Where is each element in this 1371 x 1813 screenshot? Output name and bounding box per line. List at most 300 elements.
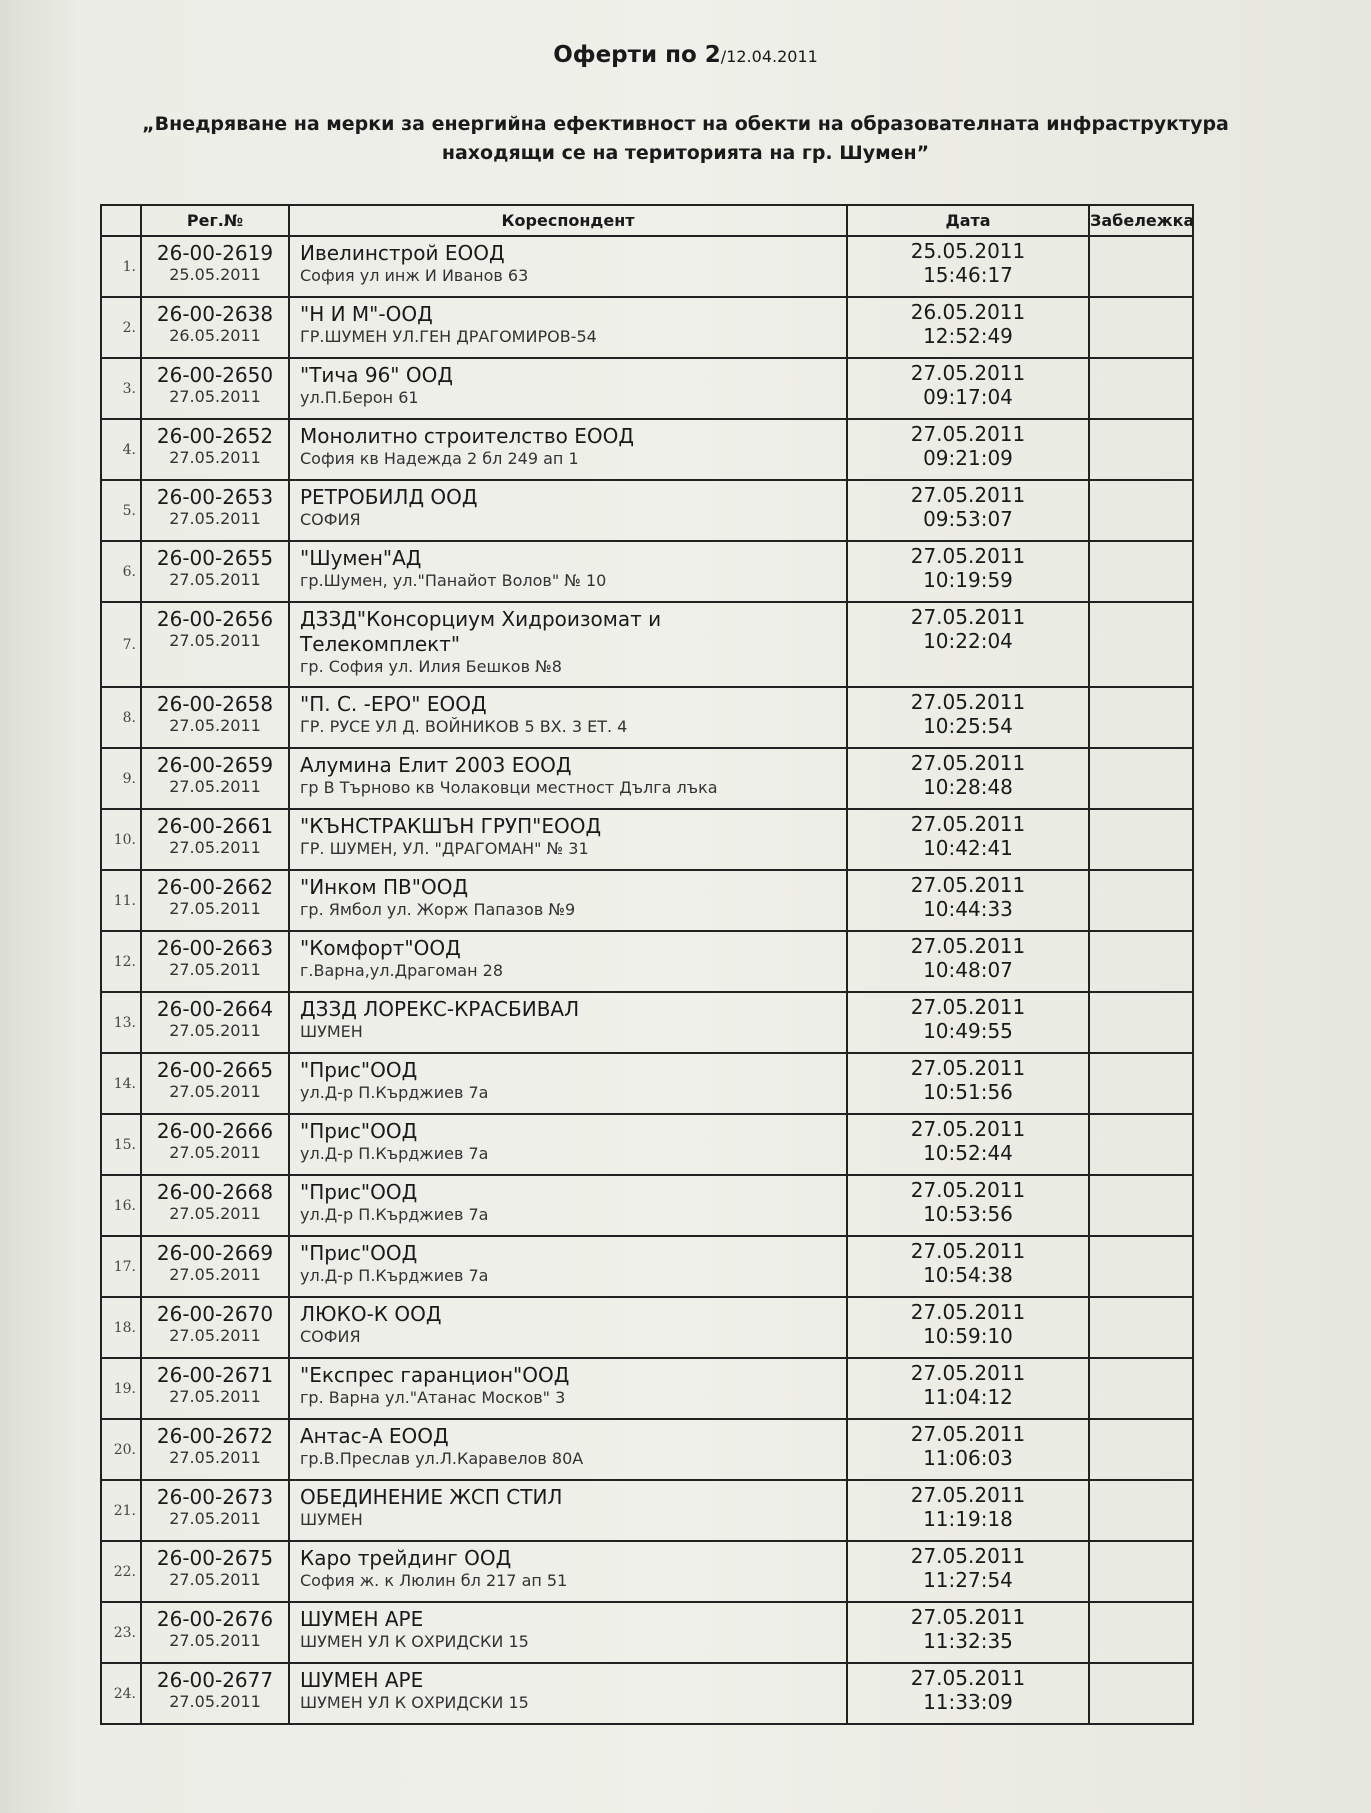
table-row (101, 1114, 1193, 1175)
date-cell (847, 870, 1089, 931)
subtitle-line-2: находящи се на територията на гр. Шумен” (441, 142, 930, 164)
date-cell (847, 358, 1089, 419)
reg-date: 27.05.2011 (169, 1021, 261, 1040)
received-date: 27.05.2011 (910, 1361, 1026, 1385)
correspondent-name: Антас-А ЕООД (300, 1424, 449, 1448)
received-date: 27.05.2011 (910, 1666, 1026, 1690)
offers-table (100, 204, 1194, 1725)
reg-date: 27.05.2011 (169, 570, 261, 589)
table-row (101, 1419, 1193, 1480)
received-time: 10:48:07 (923, 958, 1013, 982)
correspondent-address: ул.П.Берон 61 (300, 388, 419, 407)
reg-number: 26-00-2666 (156, 1119, 274, 1143)
column-header-reg-no: Рег.№ (141, 205, 289, 236)
title-main: Оферти по 2 (553, 42, 721, 68)
date-cell (847, 1053, 1089, 1114)
correspondent-cell (289, 1602, 847, 1663)
reg-date: 27.05.2011 (169, 716, 261, 735)
row-number: 23. (101, 1602, 141, 1663)
note-cell (1089, 1175, 1193, 1236)
correspondent-name: "Прис"ООД (300, 1180, 418, 1204)
reg-number: 26-00-2650 (156, 363, 274, 387)
correspondent-name: "КЪНСТРАКШЪН ГРУП"ЕООД (300, 814, 602, 838)
reg-cell (141, 748, 289, 809)
correspondent-name: Каро трейдинг ООД (300, 1546, 512, 1570)
reg-cell (141, 236, 289, 297)
correspondent-cell (289, 870, 847, 931)
table-row (101, 687, 1193, 748)
reg-cell (141, 1175, 289, 1236)
reg-date: 27.05.2011 (169, 387, 261, 406)
reg-cell (141, 358, 289, 419)
correspondent-name: Монолитно строителство ЕООД (300, 424, 634, 448)
correspondent-name: ДЗЗД ЛОРЕКС-КРАСБИВАЛ (300, 997, 580, 1021)
note-cell (1089, 1053, 1193, 1114)
reg-number: 26-00-2672 (156, 1424, 274, 1448)
reg-number: 26-00-2655 (156, 546, 274, 570)
correspondent-cell (289, 1175, 847, 1236)
correspondent-address: ГР. РУСЕ УЛ Д. ВОЙНИКОВ 5 ВХ. 3 ЕТ. 4 (300, 717, 628, 736)
date-cell (847, 1358, 1089, 1419)
column-header-number (101, 205, 141, 236)
reg-number: 26-00-2659 (156, 753, 274, 777)
row-number: 19. (101, 1358, 141, 1419)
correspondent-name: "Експрес гаранцион"ООД (300, 1363, 570, 1387)
reg-cell (141, 1480, 289, 1541)
table-row (101, 1053, 1193, 1114)
row-number: 13. (101, 992, 141, 1053)
row-number: 24. (101, 1663, 141, 1724)
received-time: 10:44:33 (923, 897, 1013, 921)
correspondent-address: ШУМЕН УЛ К ОХРИДСКИ 15 (300, 1693, 529, 1712)
reg-number: 26-00-2664 (156, 997, 274, 1021)
reg-date: 27.05.2011 (169, 1265, 261, 1284)
received-date: 27.05.2011 (910, 995, 1026, 1019)
table-row (101, 1175, 1193, 1236)
received-time: 11:06:03 (923, 1446, 1013, 1470)
date-cell (847, 748, 1089, 809)
table-row (101, 870, 1193, 931)
row-number: 17. (101, 1236, 141, 1297)
column-header-date: Дата (847, 205, 1089, 236)
correspondent-name: "Комфорт"ООД (300, 936, 461, 960)
row-number: 12. (101, 931, 141, 992)
correspondent-cell (289, 992, 847, 1053)
date-cell (847, 1480, 1089, 1541)
table-row (101, 358, 1193, 419)
reg-number: 26-00-2662 (156, 875, 274, 899)
reg-cell (141, 1419, 289, 1480)
date-cell (847, 602, 1089, 687)
correspondent-name: "П. С. -ЕРО" ЕООД (300, 692, 487, 716)
correspondent-address: гр. Ямбол ул. Жорж Папазов №9 (300, 900, 576, 919)
table-row (101, 541, 1193, 602)
reg-date: 27.05.2011 (169, 448, 261, 467)
row-number: 10. (101, 809, 141, 870)
reg-cell (141, 809, 289, 870)
note-cell (1089, 541, 1193, 602)
received-time: 11:27:54 (923, 1568, 1013, 1592)
correspondent-address: гр.Шумен, ул."Панайот Волов" № 10 (300, 571, 607, 590)
date-cell (847, 541, 1089, 602)
date-cell (847, 236, 1089, 297)
reg-date: 27.05.2011 (169, 1143, 261, 1162)
table-row (101, 1541, 1193, 1602)
reg-cell (141, 1358, 289, 1419)
received-time: 11:19:18 (923, 1507, 1013, 1531)
table-row (101, 931, 1193, 992)
correspondent-cell (289, 1541, 847, 1602)
table-row (101, 1236, 1193, 1297)
reg-number: 26-00-2676 (156, 1607, 274, 1631)
reg-number: 26-00-2673 (156, 1485, 274, 1509)
reg-cell (141, 602, 289, 687)
received-date: 27.05.2011 (910, 690, 1026, 714)
received-date: 27.05.2011 (910, 422, 1026, 446)
correspondent-cell (289, 748, 847, 809)
reg-date: 26.05.2011 (169, 326, 261, 345)
reg-date: 27.05.2011 (169, 1631, 261, 1650)
table-row (101, 748, 1193, 809)
reg-date: 27.05.2011 (169, 1692, 261, 1711)
correspondent-name: РЕТРОБИЛД ООД (300, 485, 478, 509)
correspondent-name: "Инком ПВ"ООД (300, 875, 469, 899)
correspondent-cell (289, 687, 847, 748)
title-date: /12.04.2011 (720, 47, 818, 66)
correspondent-name: "Прис"ООД (300, 1241, 418, 1265)
correspondent-address: ШУМЕН (300, 1022, 363, 1041)
table-header-row (101, 205, 1193, 236)
note-cell (1089, 1602, 1193, 1663)
correspondent-name: "Шумен"АД (300, 546, 422, 570)
correspondent-cell (289, 297, 847, 358)
table-row (101, 236, 1193, 297)
reg-number: 26-00-2663 (156, 936, 274, 960)
received-time: 10:49:55 (923, 1019, 1013, 1043)
row-number: 6. (101, 541, 141, 602)
correspondent-address: ШУМЕН УЛ К ОХРИДСКИ 15 (300, 1632, 529, 1651)
row-number: 4. (101, 419, 141, 480)
reg-cell (141, 1663, 289, 1724)
correspondent-address: г.Варна,ул.Драгоман 28 (300, 961, 503, 980)
reg-number: 26-00-2638 (156, 302, 274, 326)
table-row (101, 480, 1193, 541)
date-cell (847, 480, 1089, 541)
received-date: 27.05.2011 (910, 1483, 1026, 1507)
row-number: 8. (101, 687, 141, 748)
received-time: 12:52:49 (923, 324, 1013, 348)
correspondent-name: ЛЮКО-К ООД (300, 1302, 442, 1326)
received-date: 25.05.2011 (910, 239, 1026, 263)
note-cell (1089, 1297, 1193, 1358)
received-date: 27.05.2011 (910, 605, 1026, 629)
reg-number: 26-00-2658 (156, 692, 274, 716)
row-number: 11. (101, 870, 141, 931)
table-body (101, 236, 1193, 1724)
note-cell (1089, 358, 1193, 419)
date-cell (847, 1175, 1089, 1236)
received-date: 27.05.2011 (910, 1056, 1026, 1080)
correspondent-address: гр.В.Преслав ул.Л.Каравелов 80А (300, 1449, 584, 1468)
reg-number: 26-00-2669 (156, 1241, 274, 1265)
row-number: 21. (101, 1480, 141, 1541)
reg-date: 27.05.2011 (169, 838, 261, 857)
received-time: 10:22:04 (923, 629, 1013, 653)
received-date: 27.05.2011 (910, 1605, 1026, 1629)
reg-cell (141, 297, 289, 358)
correspondent-name-cont: Телекомплект" (300, 632, 461, 656)
table-row (101, 1602, 1193, 1663)
reg-number: 26-00-2668 (156, 1180, 274, 1204)
note-cell (1089, 687, 1193, 748)
reg-date: 27.05.2011 (169, 1570, 261, 1589)
received-time: 09:21:09 (923, 446, 1013, 470)
note-cell (1089, 1541, 1193, 1602)
correspondent-address: ГР. ШУМЕН, УЛ. "ДРАГОМАН" № 31 (300, 839, 589, 858)
note-cell (1089, 1358, 1193, 1419)
reg-date: 27.05.2011 (169, 1326, 261, 1345)
reg-date: 27.05.2011 (169, 1387, 261, 1406)
received-time: 10:52:44 (923, 1141, 1013, 1165)
correspondent-address: София кв Надежда 2 бл 249 ап 1 (300, 449, 579, 468)
received-date: 27.05.2011 (910, 544, 1026, 568)
table-row (101, 809, 1193, 870)
date-cell (847, 809, 1089, 870)
received-time: 15:46:17 (923, 263, 1013, 287)
reg-cell (141, 480, 289, 541)
received-time: 09:53:07 (923, 507, 1013, 531)
received-date: 27.05.2011 (910, 934, 1026, 958)
received-date: 27.05.2011 (910, 812, 1026, 836)
note-cell (1089, 1114, 1193, 1175)
correspondent-cell (289, 1480, 847, 1541)
correspondent-address: София ж. к Люлин бл 217 ап 51 (300, 1571, 568, 1590)
column-header-note: Забележка (1089, 205, 1193, 236)
note-cell (1089, 809, 1193, 870)
received-time: 10:42:41 (923, 836, 1013, 860)
received-time: 11:32:35 (923, 1629, 1013, 1653)
correspondent-cell (289, 236, 847, 297)
reg-date: 27.05.2011 (169, 1204, 261, 1223)
table-row (101, 297, 1193, 358)
correspondent-name: Ивелинстрой ЕООД (300, 241, 505, 265)
date-cell (847, 1297, 1089, 1358)
correspondent-cell (289, 1297, 847, 1358)
note-cell (1089, 602, 1193, 687)
table-row (101, 992, 1193, 1053)
correspondent-cell (289, 358, 847, 419)
reg-cell (141, 1541, 289, 1602)
reg-date: 27.05.2011 (169, 777, 261, 796)
document-title (0, 42, 1371, 68)
correspondent-cell (289, 480, 847, 541)
reg-date: 27.05.2011 (169, 631, 261, 650)
table-row (101, 1297, 1193, 1358)
received-time: 10:19:59 (923, 568, 1013, 592)
table-row (101, 419, 1193, 480)
correspondent-name: Алумина Елит 2003 ЕООД (300, 753, 572, 777)
correspondent-address: ШУМЕН (300, 1510, 363, 1529)
received-time: 10:51:56 (923, 1080, 1013, 1104)
correspondent-address: ГР.ШУМЕН УЛ.ГЕН ДРАГОМИРОВ-54 (300, 327, 597, 346)
reg-cell (141, 1297, 289, 1358)
note-cell (1089, 748, 1193, 809)
correspondent-address: ул.Д-р П.Кърджиев 7а (300, 1083, 489, 1102)
correspondent-cell (289, 419, 847, 480)
reg-number: 26-00-2671 (156, 1363, 274, 1387)
received-time: 10:53:56 (923, 1202, 1013, 1226)
correspondent-cell (289, 541, 847, 602)
row-number: 7. (101, 602, 141, 687)
received-time: 10:59:10 (923, 1324, 1013, 1348)
note-cell (1089, 1480, 1193, 1541)
correspondent-cell (289, 1419, 847, 1480)
correspondent-name: ШУМЕН АРЕ (300, 1607, 424, 1631)
date-cell (847, 419, 1089, 480)
date-cell (847, 1602, 1089, 1663)
table-row (101, 1358, 1193, 1419)
reg-date: 27.05.2011 (169, 509, 261, 528)
date-cell (847, 1541, 1089, 1602)
reg-number: 26-00-2665 (156, 1058, 274, 1082)
date-cell (847, 687, 1089, 748)
date-cell (847, 1114, 1089, 1175)
received-date: 27.05.2011 (910, 1300, 1026, 1324)
row-number: 2. (101, 297, 141, 358)
date-cell (847, 931, 1089, 992)
reg-date: 27.05.2011 (169, 1509, 261, 1528)
received-time: 11:04:12 (923, 1385, 1013, 1409)
correspondent-address: СОФИЯ (300, 510, 361, 529)
correspondent-address: гр В Търново кв Чолаковци местност Дълга лъка (300, 778, 718, 797)
correspondent-address: ул.Д-р П.Кърджиев 7а (300, 1144, 489, 1163)
correspondent-address: София ул инж И Иванов 63 (300, 266, 529, 285)
correspondent-address: ул.Д-р П.Кърджиев 7а (300, 1205, 489, 1224)
reg-cell (141, 931, 289, 992)
note-cell (1089, 419, 1193, 480)
correspondent-address: гр. Варна ул."Атанас Москов" 3 (300, 1388, 566, 1407)
reg-date: 27.05.2011 (169, 960, 261, 979)
row-number: 3. (101, 358, 141, 419)
date-cell (847, 1419, 1089, 1480)
received-time: 10:54:38 (923, 1263, 1013, 1287)
received-date: 27.05.2011 (910, 1239, 1026, 1263)
correspondent-cell (289, 809, 847, 870)
note-cell (1089, 931, 1193, 992)
correspondent-cell (289, 1358, 847, 1419)
row-number: 22. (101, 1541, 141, 1602)
received-date: 27.05.2011 (910, 483, 1026, 507)
reg-date: 27.05.2011 (169, 1448, 261, 1467)
correspondent-name: "Н И М"-ООД (300, 302, 433, 326)
reg-date: 27.05.2011 (169, 899, 261, 918)
row-number: 15. (101, 1114, 141, 1175)
reg-date: 25.05.2011 (169, 265, 261, 284)
correspondent-address: гр. София ул. Илия Бешков №8 (300, 657, 562, 676)
received-date: 27.05.2011 (910, 873, 1026, 897)
reg-number: 26-00-2652 (156, 424, 274, 448)
correspondent-cell (289, 931, 847, 992)
row-number: 18. (101, 1297, 141, 1358)
note-cell (1089, 480, 1193, 541)
received-date: 27.05.2011 (910, 1422, 1026, 1446)
reg-number: 26-00-2670 (156, 1302, 274, 1326)
date-cell (847, 297, 1089, 358)
row-number: 14. (101, 1053, 141, 1114)
correspondent-name: ШУМЕН АРЕ (300, 1668, 424, 1692)
received-date: 27.05.2011 (910, 751, 1026, 775)
reg-cell (141, 1114, 289, 1175)
reg-number: 26-00-2677 (156, 1668, 274, 1692)
reg-cell (141, 541, 289, 602)
table-row (101, 602, 1193, 687)
date-cell (847, 992, 1089, 1053)
correspondent-cell (289, 602, 847, 687)
correspondent-cell (289, 1114, 847, 1175)
row-number: 20. (101, 1419, 141, 1480)
received-time: 10:28:48 (923, 775, 1013, 799)
correspondent-name: ДЗЗД"Консорциум Хидроизомат и (300, 607, 662, 631)
reg-cell (141, 870, 289, 931)
reg-cell (141, 992, 289, 1053)
correspondent-address: СОФИЯ (300, 1327, 361, 1346)
document-subtitle (0, 110, 1371, 168)
received-date: 27.05.2011 (910, 361, 1026, 385)
date-cell (847, 1663, 1089, 1724)
reg-number: 26-00-2656 (156, 607, 274, 631)
received-time: 11:33:09 (923, 1690, 1013, 1714)
note-cell (1089, 236, 1193, 297)
received-date: 27.05.2011 (910, 1178, 1026, 1202)
note-cell (1089, 1236, 1193, 1297)
correspondent-name: "Тича 96" ООД (300, 363, 453, 387)
column-header-correspondent: Кореспондент (289, 205, 847, 236)
date-cell (847, 1236, 1089, 1297)
reg-date: 27.05.2011 (169, 1082, 261, 1101)
reg-number: 26-00-2619 (156, 241, 274, 265)
reg-number: 26-00-2675 (156, 1546, 274, 1570)
reg-cell (141, 1053, 289, 1114)
received-time: 09:17:04 (923, 385, 1013, 409)
received-date: 26.05.2011 (910, 300, 1026, 324)
reg-cell (141, 1236, 289, 1297)
table-row (101, 1480, 1193, 1541)
received-date: 27.05.2011 (910, 1117, 1026, 1141)
table-row (101, 1663, 1193, 1724)
correspondent-name: "Прис"ООД (300, 1058, 418, 1082)
reg-number: 26-00-2661 (156, 814, 274, 838)
note-cell (1089, 870, 1193, 931)
row-number: 9. (101, 748, 141, 809)
correspondent-cell (289, 1236, 847, 1297)
received-time: 10:25:54 (923, 714, 1013, 738)
received-date: 27.05.2011 (910, 1544, 1026, 1568)
subtitle-line-1: „Внедряване на мерки за енергийна ефективност на обекти на образователната инфраструктура (142, 113, 1229, 135)
correspondent-name: "Прис"ООД (300, 1119, 418, 1143)
note-cell (1089, 1419, 1193, 1480)
row-number: 16. (101, 1175, 141, 1236)
note-cell (1089, 992, 1193, 1053)
reg-number: 26-00-2653 (156, 485, 274, 509)
reg-cell (141, 419, 289, 480)
row-number: 5. (101, 480, 141, 541)
correspondent-cell (289, 1053, 847, 1114)
correspondent-name: ОБЕДИНЕНИЕ ЖСП СТИЛ (300, 1485, 563, 1509)
row-number: 1. (101, 236, 141, 297)
reg-cell (141, 687, 289, 748)
reg-cell (141, 1602, 289, 1663)
note-cell (1089, 1663, 1193, 1724)
